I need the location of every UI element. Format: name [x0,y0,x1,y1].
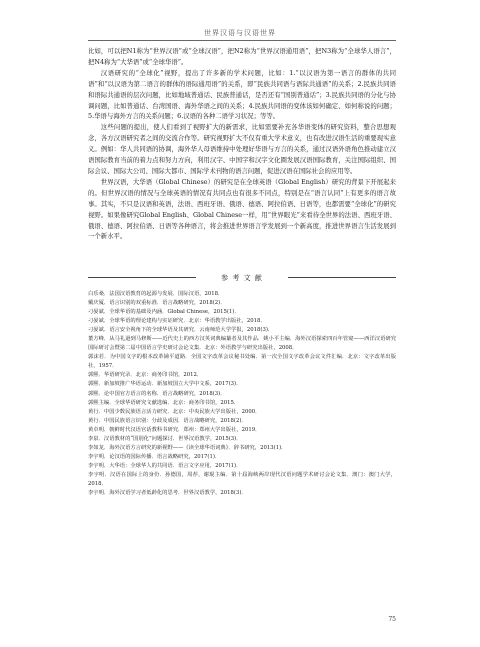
reference-item: 董方峰．从马礼逊到马修斯——近代史上的西方汉英词典编纂者及其作品．姚小平主编．海外汉语探索四百年管窥——西洋汉语研究国际研讨会暨第二届中国语言学史研讨会论文集．北京：外语教学与研究出版社，2008． [88,336,396,352]
running-header: 世界汉语与汉语世界 [204,29,276,37]
header-rule [88,40,396,41]
reference-item: 郭熙．论中国官方语言的名称．语言战略研究，2018(3)． [88,390,226,397]
reference-item: 郭沫若．为中国文字的根本改革铺平道路．全国文字改革会议秘书处编．第一次全国文字改革会议文件汇编．北京：文字改革出版社，1957． [88,354,396,370]
reference-item: 白乐桑．法国汉语教育的起源与发展．国际汉语，2018． [88,291,224,297]
references-heading [88,273,396,283]
reference-item: 黄卓明．朝鲜时代汉语官话教科书研究．郑州：郑州大学出版社，2019． [88,426,261,433]
reference-item: 刁晏斌．语言安全视角下的全球华语及其研究．云南师范大学学报，2018(3)． [88,327,274,334]
reference-item: 李宇明．大华语：全球华人的共同语．语言文字应用，2017(1)． [88,462,242,469]
reference-item: 郭熙主编．全球华语研究文献选编．北京：商务印书馆，2015． [88,399,240,406]
paragraph: 这些问题的提出，使人们看到了视野扩大的新需求，比如需要补充各华语变体的研究资料，整合思想观念，各方汉语研究者之间的交流合作等。研究视野扩大不仅有重大学术意义，也有改进汉语生活的重要现实意义。例如：华人共同语的协调，海外华人母语维持中处理好华语与方言的关系，通过汉语外语角色推动建立汉语国际教育当前的着力点和努力方向，利用汉字、中国字和汉字文化圈发展汉语国际教育，关注国际组织、国际会议、国际大公司、国际大都市、国际学术刊物的语言问题，促进汉语在国际社会的应用等。 [88,123,396,175]
reference-item: 李宇明．汉语在国际上的身份．孙德国，周荐，谢琨主编．第十届海峡两岸现代汉语问题学术研讨会论文集．澳门：澳门大学，2018． [88,471,396,487]
reference-item: 戴庆厦．语言识别的双重标准．语言战略研究，2018(2)． [88,300,226,307]
reference-item: 李宇明．论汉语的国际传播．语言战略研究，2017(1)． [88,453,221,460]
body-text [88,46,396,242]
paragraph: 比如，可以把N1称为“世界汉语”或“全球汉语”，把N2称为“世界汉语通用语”，把N3称为“全球华人语言”，把N4称为“大华语”或“全球华语”。 [88,47,396,66]
reference-item: 刁晏斌．全球华语的基础及内涵．Global Chinese，2015(1)． [88,309,240,316]
reference-item: 黄行．中国民族语言识别：分歧及成因．语言战略研究，2018(2)． [88,417,247,424]
paragraph: 世界汉语，大华语（Global Chinese）的研究是在全球英语（Global English）研究的背景下开展起来的。但世界汉语的情况与全球英语的情况有共同点也有很多不同点，特别是在“语言认同”上有更多的语言故事。其实，不只是汉语和英语，法语、西班牙语、俄语、德语、阿拉伯语、日语等，也都需要“全球化”的研究视野。如果像研究Global English、Global Chinese一样，用“世界眼光”来看待全世界的法语、西班牙语、俄语、德语、阿拉伯语、日语等各种语言，将会推进世界语言学发展到一个新高度，推进世界语言生活发展到一个新水平。 [88,177,396,241]
paragraph: 汉语研究的“全球化”视野，提出了许多新的学术问题，比如：1.“以汉语为第一语言的群体的共同语”和“以汉语为第二语言的群体的语际通用语”的关系，即“民族共同语与语际共通语”的关系；2.民族共同语和语际共通语的层次问题，比如地域普通话、民族普通话，是否还有“国别普通话”；3.民族共同语的分化与协调问题，比如普通话、台湾国语、海外华语之间的关系；4.民族共同语的变体该如何确定、如何称说的问题；5.华语与海外方言的关系问题；6.汉语的各种二语学习状况；等等。 [88,68,396,121]
references-list [88,290,396,498]
page-number: 75 [388,616,396,623]
reference-item: 李如龙．海外汉语方言研究的新视野——《读全球华语词典》．辞书研究，2013(1)． [88,444,287,451]
reference-item: 李泉．汉语教材的“国别化”问题探讨．世界汉语教学，2015(3)． [88,435,242,442]
reference-item: 李宇明．海外汉语学习者低龄化的思考．世界汉语教学，2018(3)． [88,490,247,497]
references-heading-text: 参 考 文 献 [221,274,263,282]
reference-item: 刁晏斌．全球华语的理论建构与实证研究．北京：华语教学出版社，2018． [88,318,266,325]
reference-item: 郭熙．华语研究录．北京：商务印书馆，2012． [88,372,203,379]
reference-item: 郭熙．新加坡推广华语运动．新加坡国立大学中文系，2017(3)． [88,381,242,388]
reference-item: 黄行．中国少数民族语言活力研究．北京：中央民族大学出版社，2000． [88,408,261,415]
